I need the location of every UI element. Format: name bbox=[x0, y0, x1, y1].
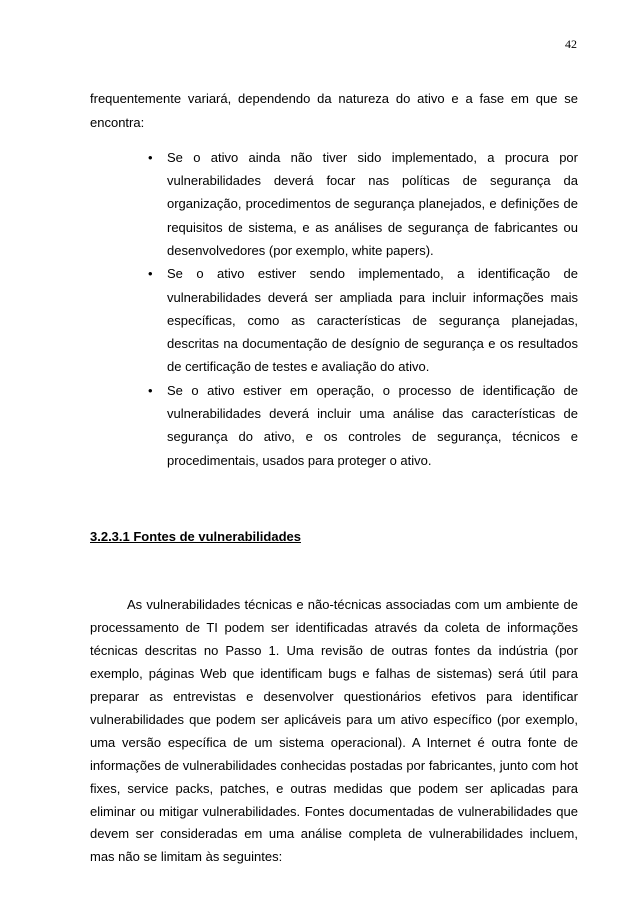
section-heading: 3.2.3.1 Fontes de vulnerabilidades bbox=[90, 528, 301, 544]
body-paragraph: As vulnerabilidades técnicas e não-técnicas associadas com um ambiente de processamento de TI podem ser identificadas através da coleta de informações técnicas descritas no Passo 1. Uma revisão de outras fontes da indústria (por exemplo, páginas Web que identificam bugs e falhas de sistemas) será útil para preparar as entrevistas e desenvolver questionários efetivos para identificar vulnerabilidades que podem ser aplicáveis para um ativo específico (por exemplo, uma versão específica de um sistema operacional). A Internet é outra fonte de informações de vulnerabilidades conhecidas postadas por fabricantes, junto com hot fixes, service packs, patches, e outras medidas que podem ser aplicadas para eliminar ou mitigar vulnerabilidades. Fontes documentadas de vulnerabilidades que devem ser consideradas em uma análise completa de vulnerabilidades incluem, mas não se limitam às seguintes: bbox=[90, 597, 578, 865]
list-item: • Se o ativo estiver sendo implementado, a identificação de vulnerabilidades deverá ser ampliada para incluir informações mais específicas, como as características de segurança planejadas, descritas na documentação de desígnio de segurança e os resultados de certificação de testes e avaliação do ativo. bbox=[167, 262, 578, 378]
intro-paragraph: frequentemente variará, dependendo da natureza do ativo e a fase em que se encontra: bbox=[90, 91, 578, 131]
bullet-list bbox=[90, 146, 578, 472]
document-body bbox=[90, 87, 578, 869]
page-number: 42 bbox=[565, 37, 577, 51]
list-item: • Se o ativo estiver em operação, o processo de identificação de vulnerabilidades deverá incluir uma análise das características de segurança do ativo, e os controles de segurança, técnicos e procedimentais, usados para proteger o ativo. bbox=[167, 379, 578, 472]
list-item: • Se o ativo ainda não tiver sido implementado, a procura por vulnerabilidades deverá focar nas políticas de segurança da organização, procedimentos de segurança planejados, e definições de requisitos de sistema, e as análises de segurança de fabricantes ou desenvolvedores (por exemplo, white papers). bbox=[167, 146, 578, 262]
